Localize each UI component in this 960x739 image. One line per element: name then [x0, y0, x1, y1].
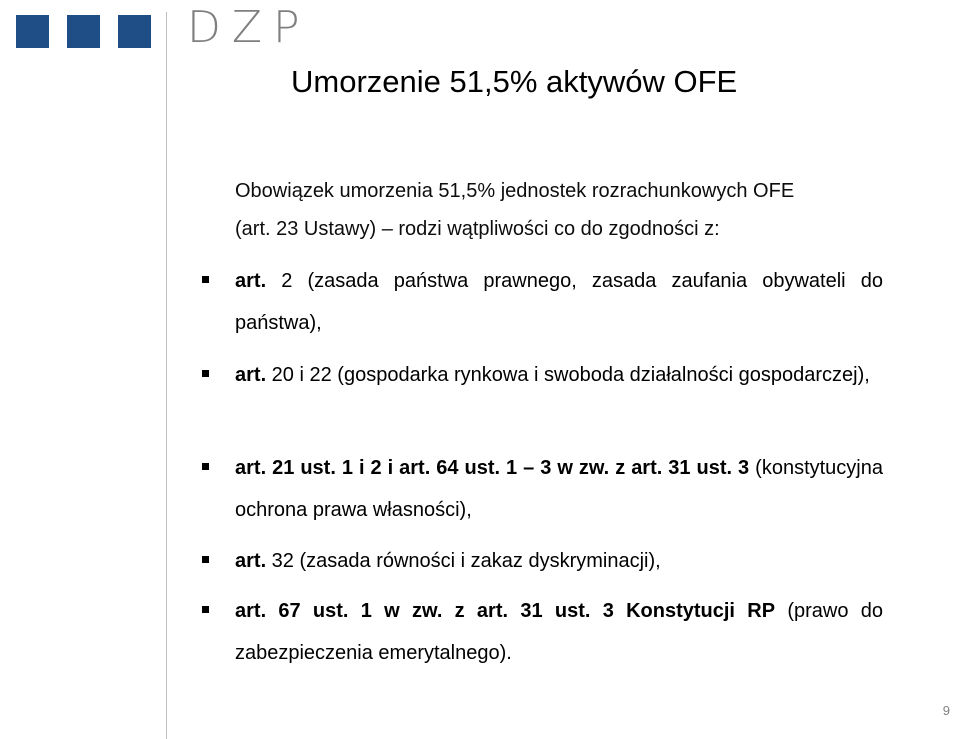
intro-line-1: Obowiązek umorzenia 51,5% jednostek rozrachunkowych OFE [235, 180, 795, 202]
article-ref: art. 67 ust. 1 w zw. z art. 31 ust. 3 Konstytucji RP [235, 600, 776, 622]
article-desc: 20 i 22 (gospodarka rynkowa i swoboda działalności gospodarczej), [266, 364, 870, 386]
bullet-square-icon [202, 606, 209, 613]
article-desc: 2 (zasada państwa prawnego, zasada zaufania obywateli do państwa), [235, 270, 883, 334]
list-item [235, 540, 883, 582]
logo-square-2 [67, 15, 100, 48]
list-item [235, 354, 883, 396]
logo-square-1 [16, 15, 49, 48]
bullet-square-icon [202, 276, 209, 283]
page-title: Umorzenie 51,5% aktywów OFE [291, 64, 738, 99]
page-number: 9 [942, 703, 950, 718]
article-ref: art. [235, 364, 267, 386]
divider-line [166, 12, 167, 739]
intro-paragraph [235, 172, 883, 248]
article-ref: art. [235, 270, 267, 292]
logo-squares [16, 15, 151, 48]
bullet-square-icon [202, 556, 209, 563]
article-ref: art. [235, 550, 267, 572]
article-desc: (prawo do zabezpieczenia emerytalnego). [235, 600, 883, 664]
logo-square-3 [118, 15, 151, 48]
intro-line-2: (art. 23 Ustawy) – rodzi wątpliwości co do zgodności z: [235, 218, 720, 240]
bullet-square-icon [202, 370, 209, 377]
article-desc: 32 (zasada równości i zakaz dyskryminacji), [266, 550, 661, 572]
list-item [235, 590, 883, 674]
logo-text: DZP [187, 2, 311, 53]
article-desc: (konstytucyjna ochrona prawa własności), [235, 457, 883, 521]
list-item [235, 260, 883, 344]
list-item [235, 447, 883, 531]
bullet-square-icon [202, 463, 209, 470]
article-ref: art. 21 ust. 1 i 2 i art. 64 ust. 1 – 3 w zw. z art. 31 ust. 3 [235, 457, 750, 479]
